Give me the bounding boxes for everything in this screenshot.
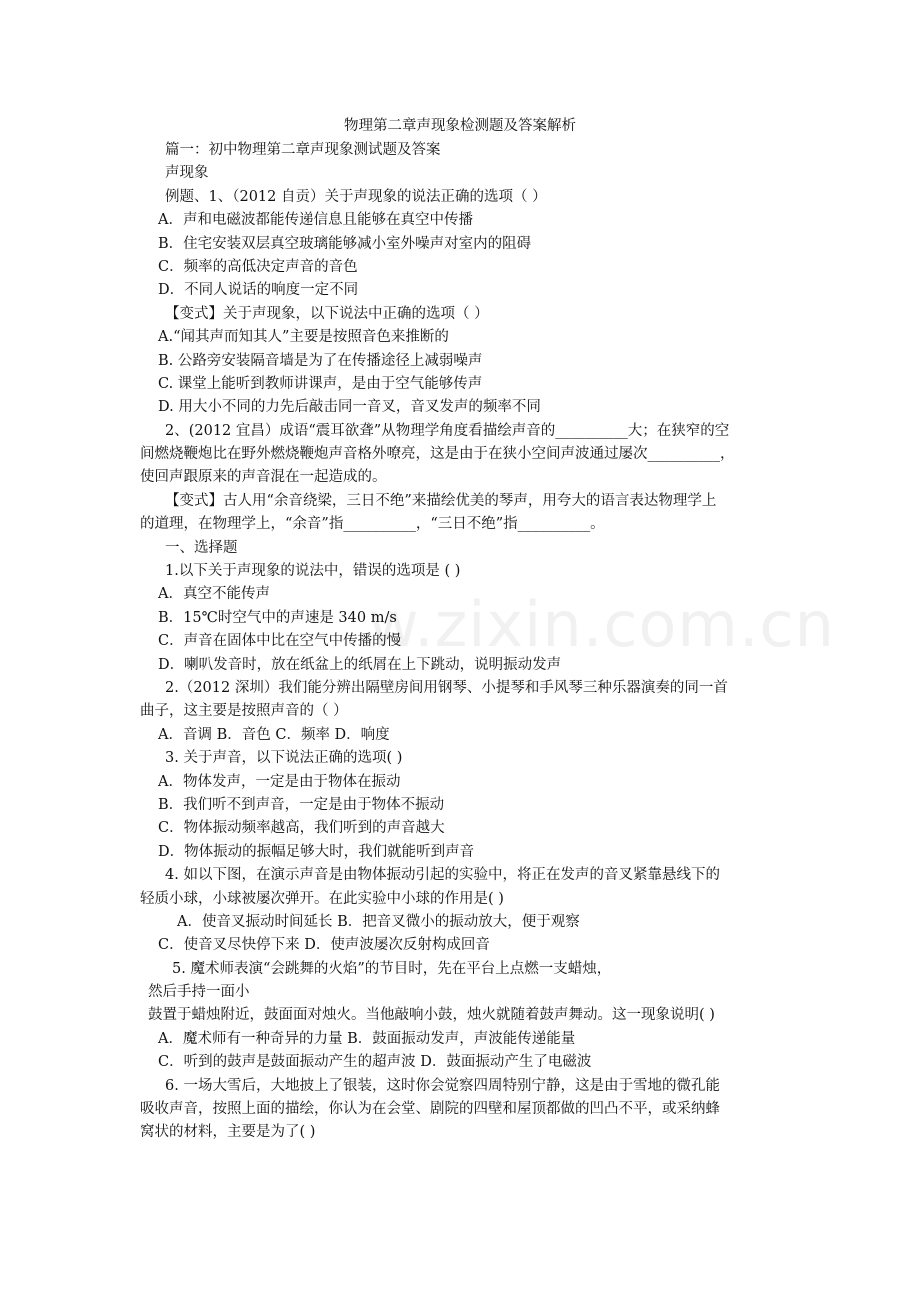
question-line: 2.（2012 深圳）我们能分辨出隔壁房间用钢琴、小提琴和手风琴三种乐器演奏的同一首: [165, 679, 728, 696]
question-line: 3. 关于声音，以下说法正确的选项( ): [165, 750, 403, 767]
variant-question: 【变式】古人用“余音绕梁，三日不绝”来描绘优美的琴声，用夸大的语言表达物理学上: [165, 492, 717, 509]
question-line: 的道理，在物理学上，“余音”指__________，“三日不绝”指__________。: [140, 516, 605, 533]
option-line: C．物体振动频率越高，我们听到的声音越大: [158, 820, 445, 837]
option-line: B. 公路旁安装隔音墙是为了在传播途径上减弱噪声: [158, 352, 483, 369]
option-line: A．魔术师有一种奇异的力量 B．鼓面振动发声，声波能传递能量: [158, 1030, 576, 1047]
option-line: D．喇叭发音时，放在纸盆上的纸屑在上下跳动，说明振动发声: [158, 656, 562, 673]
option-line: B．住宅安装双层真空玻璃能够减小室外噪声对室内的阻碍: [158, 235, 532, 252]
option-line: C．听到的鼓声是鼓面振动产生的超声波 D．鼓面振动产生了电磁波: [158, 1054, 592, 1071]
option-line: C．频率的高低决定声音的音色: [158, 258, 358, 275]
option-line: A．使音叉振动时间延长 B．把音叉微小的振动放大，便于观察: [177, 913, 580, 930]
section-heading: 一、选择题: [165, 539, 238, 556]
option-line: B．我们听不到声音，一定是由于物体不振动: [158, 796, 445, 813]
option-line: D. 用大小不同的力先后敲击同一音叉，音叉发声的频率不同: [158, 399, 541, 416]
question-line: 轻质小球，小球被屡次弹开。在此实验中小球的作用是( ): [140, 890, 504, 907]
document-title: 物理第二章声现象检测题及答案解析: [344, 118, 576, 134]
question-line: 曲子，这主要是按照声音的（ ）: [140, 703, 348, 720]
option-line: A．声和电磁波都能传递信息且能够在真空中传播: [158, 212, 473, 229]
question-line: 吸收声音，按照上面的描绘，你认为在会堂、剧院的四壁和屋顶都做的凹凸不平，或采纳蜂: [140, 1101, 720, 1118]
option-line: D．物体振动的振幅足够大时，我们就能听到声音: [158, 843, 475, 860]
question-line: 使回声跟原来的声音混在一起造成的。: [140, 469, 387, 486]
question-line: 窝状的材料，主要是为了( ): [140, 1124, 316, 1141]
option-line: C．使音叉尽快停下来 D．使声波屡次反射构成回音: [158, 937, 490, 954]
option-line: A．音调 B．音色 C．频率 D．响度: [158, 726, 390, 743]
document-body: [0, 139, 920, 1145]
example-question: 例题、1、（2012 自贡）关于声现象的说法正确的选项（ ）: [165, 188, 547, 205]
question-line: 2、(2012 宜昌）成语“震耳欲聋”从物理学角度看描绘声音的__________大；在狭窄的空: [165, 422, 730, 439]
question-line: 6. 一场大雪后，大地披上了银装，这时你会觉察四周特别宁静，这是由于雪地的微孔能: [165, 1077, 720, 1094]
question-line: 4. 如以下图，在演示声音是由物体振动引起的实验中，将正在发声的音叉紧靠悬线下的: [165, 867, 720, 884]
option-line: A.“闻其声而知其人”主要是按照音色来推断的: [158, 329, 449, 346]
section-heading: 篇一：初中物理第二章声现象测试题及答案: [165, 142, 441, 158]
option-line: A．真空不能传声: [158, 586, 270, 603]
question-line: 间燃烧鞭炮比在野外燃烧鞭炮声音格外嘹亮，这是由于在狭小空间声波通过屡次__________，: [140, 446, 735, 463]
question-line: 然后手持一面小: [148, 984, 250, 1001]
option-line: B．15℃时空气中的声速是 340 m/s: [158, 609, 397, 626]
question-line: 1.以下关于声现象的说法中，错误的选项是 ( ): [165, 563, 461, 580]
option-line: C. 课堂上能听到教师讲课声，是由于空气能够传声: [158, 375, 483, 392]
question-line: 5. 魔术师表演“会跳舞的火焰”的节目时，先在平台上点燃一支蜡烛，: [172, 960, 612, 977]
option-line: A．物体发声，一定是由于物体在振动: [158, 773, 401, 790]
section-subheading: 声现象: [165, 165, 209, 182]
option-line: C．声音在固体中比在空气中传播的慢: [158, 633, 402, 650]
watermark: w.zixin.com.cn: [368, 588, 835, 661]
question-line: 鼓置于蜡烛附近，鼓面面对烛火。当他敲响小鼓，烛火就随着鼓声舞动。这一现象说明( ): [148, 1007, 715, 1024]
variant-question: 【变式】关于声现象，以下说法中正确的选项（ ）: [165, 305, 489, 322]
option-line: D．不同人说话的响度一定不同: [158, 282, 359, 299]
